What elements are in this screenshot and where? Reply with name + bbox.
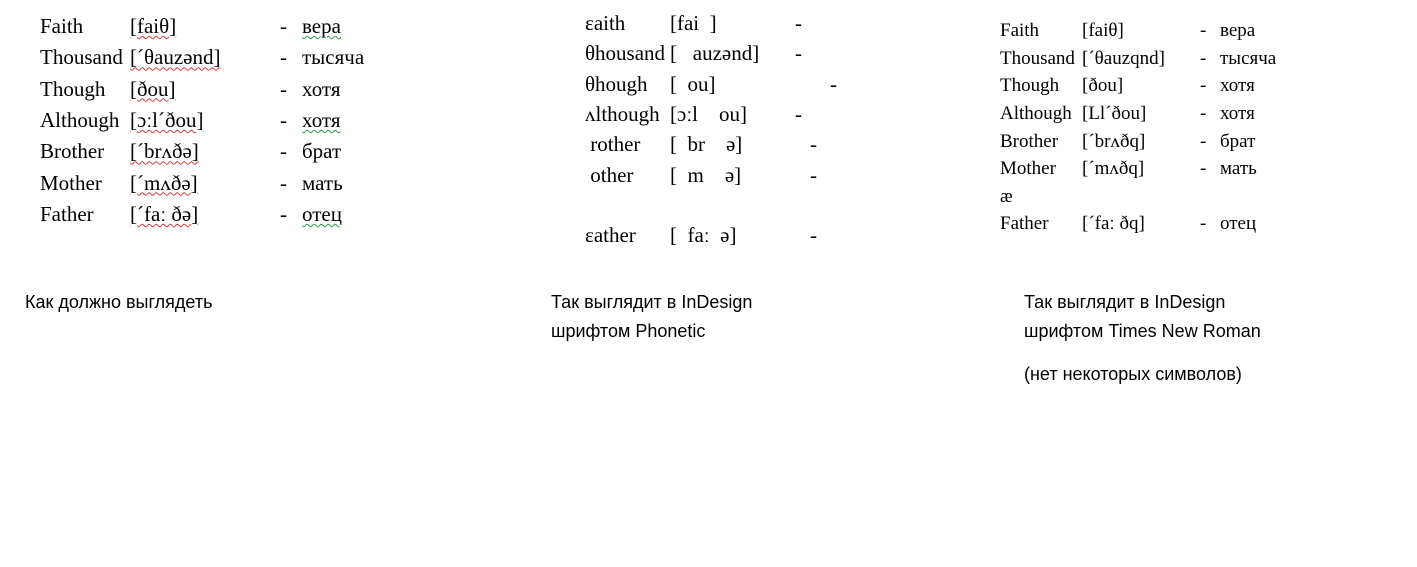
word-transcription: [ auzənd] [670, 41, 760, 66]
word-term: Faith [40, 14, 84, 38]
word-translation: тысяча [302, 45, 365, 70]
word-transcription: [ðou] [130, 76, 176, 101]
caption-phonetic-rendering [551, 288, 951, 346]
word-list-correct [40, 0, 520, 228]
word-term: Thousand [40, 45, 123, 70]
word-translation: брат [1220, 130, 1256, 152]
word-dash: - [1200, 75, 1207, 97]
word-term: Father [40, 202, 94, 227]
word-term: θhough [585, 71, 648, 96]
table-row [585, 219, 1005, 249]
word-transcription: [ˊfaː ðq] [1082, 213, 1145, 235]
caption-line-1: Так выглядит в InDesign [551, 292, 753, 312]
table-row-stray-glyph [1000, 182, 1400, 210]
word-transcription: [ ou] [670, 71, 716, 96]
table-row [585, 37, 1005, 67]
word-dash: - [1200, 20, 1207, 41]
word-transcription: [faiθ] [130, 14, 177, 38]
caption-times-rendering [1024, 288, 1414, 388]
word-transcription: [ˊmʌðə] [130, 170, 198, 195]
word-dash: - [1200, 130, 1207, 152]
word-transcription: [ɔːlˊðou] [130, 108, 204, 133]
table-row [40, 134, 520, 165]
word-translation: мать [1220, 158, 1257, 180]
word-list-times [1000, 0, 1400, 237]
word-dash: - [830, 71, 837, 96]
word-term: ʌlthough [585, 102, 660, 127]
word-term: θhousand [585, 41, 666, 66]
word-transcription: [ˊbrʌðq] [1082, 130, 1146, 152]
word-dash: - [280, 202, 287, 227]
word-transcription: [ˊbrʌðə] [130, 139, 199, 164]
table-row [1000, 127, 1400, 155]
word-term: Though [40, 76, 106, 101]
word-term: ɛaith [585, 11, 626, 35]
word-dash: - [1200, 47, 1207, 69]
column-times-new-roman-rendering [1000, 0, 1400, 237]
caption-line-2: шрифтом Times New Roman [1024, 320, 1261, 341]
table-row [40, 72, 520, 103]
word-translation: мать [302, 170, 343, 195]
word-dash: - [810, 132, 817, 157]
table-row [40, 40, 520, 71]
word-transcription: [ˊmʌðq] [1082, 158, 1145, 180]
word-term: other [585, 162, 634, 187]
table-row [585, 159, 1005, 189]
caption-line-1: Как должно выглядеть [25, 292, 213, 312]
word-translation: хотя [1220, 102, 1255, 124]
word-dash: - [1200, 158, 1207, 180]
word-term: Faith [1000, 20, 1040, 41]
word-translation: хотя [302, 76, 341, 101]
word-translation: хотя [302, 108, 341, 133]
table-row [585, 98, 1005, 128]
word-transcription: [ br ə] [670, 132, 743, 157]
word-term: rother [585, 132, 641, 157]
table-row [1000, 71, 1400, 99]
word-term: ɛather [585, 223, 636, 248]
word-translation: отец [1220, 213, 1257, 235]
caption-line-1: Так выглядит в InDesign [1024, 292, 1226, 312]
word-dash: - [810, 162, 817, 187]
word-dash: - [1200, 102, 1207, 124]
table-row-blank [585, 189, 1005, 219]
word-dash: - [280, 108, 287, 133]
word-transcription: [ faː ə] [670, 223, 737, 248]
word-transcription: [ɔːl ou] [670, 102, 747, 127]
table-row [1000, 16, 1400, 44]
table-row [1000, 209, 1400, 237]
word-transcription: [faiθ] [1082, 20, 1124, 41]
caption-note: (нет некоторых символов) [1024, 363, 1242, 384]
column-correct-rendering [40, 0, 520, 228]
table-row [585, 128, 1005, 158]
word-dash: - [280, 76, 287, 101]
word-translation: вера [302, 14, 341, 38]
word-term: Father [1000, 213, 1049, 235]
table-row [40, 103, 520, 134]
word-transcription: [fai ] [670, 11, 717, 35]
table-row [1000, 99, 1400, 127]
word-term: Mother [1000, 158, 1056, 180]
word-transcription: [ˊθauzənd] [130, 45, 221, 70]
word-dash: - [280, 139, 287, 164]
word-dash: - [280, 170, 287, 195]
table-row [585, 68, 1005, 98]
word-dash: - [795, 11, 802, 35]
caption-correct-rendering [25, 288, 445, 317]
word-list-phonetic [585, 0, 1005, 249]
word-term: Although [40, 108, 120, 133]
word-translation: отец [302, 202, 342, 227]
word-translation: хотя [1220, 75, 1255, 97]
word-transcription: [ˊθauzqnd] [1082, 47, 1165, 69]
stray-ae-glyph: æ [1000, 185, 1013, 207]
word-term: Mother [40, 170, 102, 195]
column-phonetic-font-rendering [585, 0, 1005, 249]
word-term: Brother [1000, 130, 1059, 152]
word-term: Thousand [1000, 47, 1075, 69]
word-transcription: [ðou] [1082, 75, 1124, 97]
word-dash: - [280, 45, 287, 70]
word-term: Brother [40, 139, 105, 164]
word-transcription: [ m ə] [670, 162, 742, 187]
table-row [1000, 44, 1400, 72]
word-dash: - [795, 102, 802, 127]
word-dash: - [810, 223, 817, 248]
table-row [40, 197, 520, 228]
word-translation: брат [302, 139, 342, 164]
word-term: Though [1000, 75, 1060, 97]
word-transcription: [Llˊðou] [1082, 102, 1147, 124]
word-term: Although [1000, 102, 1072, 124]
word-transcription: [ˊfaː ðə] [130, 202, 199, 227]
table-row [40, 166, 520, 197]
table-row [1000, 154, 1400, 182]
table-row [585, 7, 1005, 37]
word-translation: тысяча [1220, 47, 1277, 69]
word-dash: - [280, 14, 287, 38]
word-translation: вера [1220, 20, 1256, 41]
word-dash: - [1200, 213, 1207, 235]
word-dash: - [795, 41, 802, 66]
table-row [40, 9, 520, 40]
caption-line-2: шрифтом Phonetic [551, 320, 706, 341]
